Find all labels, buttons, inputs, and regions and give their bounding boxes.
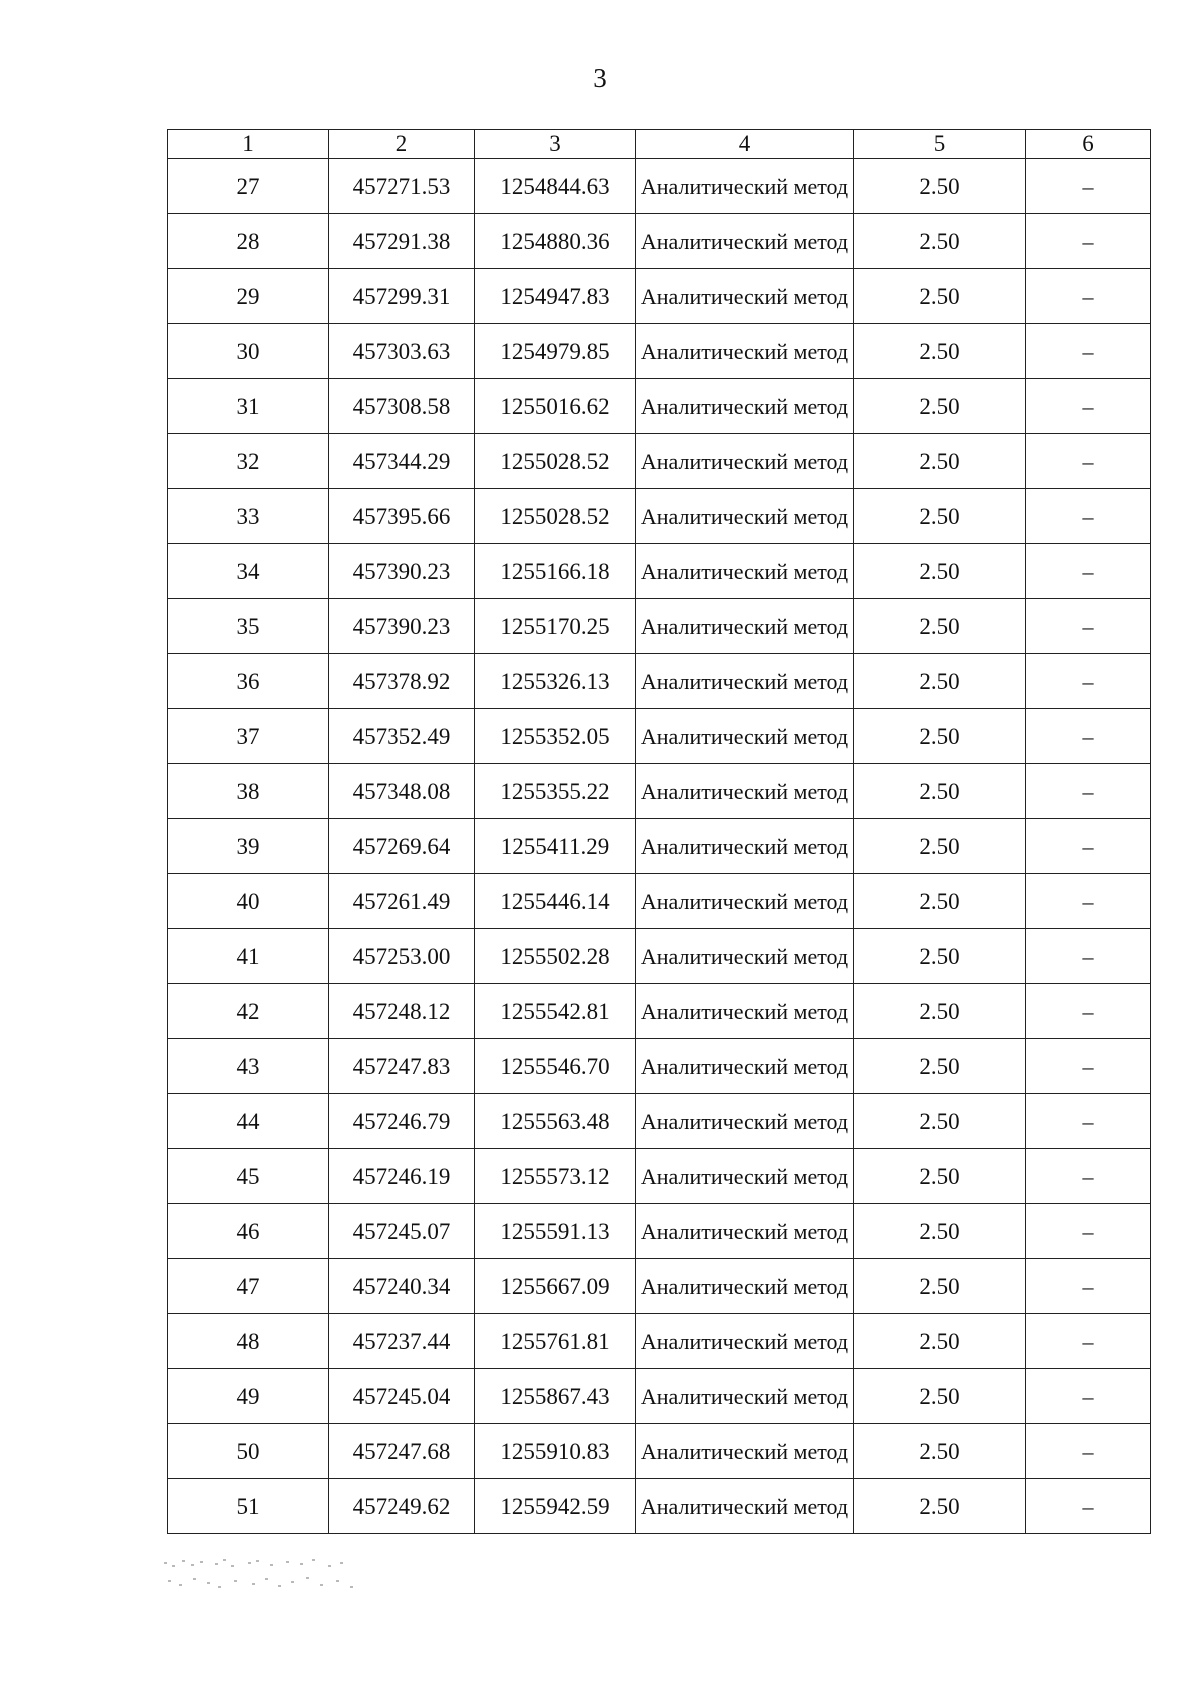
- note-cell: –: [1026, 1204, 1151, 1259]
- table-row: [168, 929, 1151, 984]
- y-coordinate-cell: 1255761.81: [475, 1314, 636, 1369]
- column-header: 2: [329, 130, 475, 159]
- value-cell: 2.50: [854, 709, 1026, 764]
- y-coordinate-cell: 1255591.13: [475, 1204, 636, 1259]
- table-row: [168, 819, 1151, 874]
- value-cell: 2.50: [854, 544, 1026, 599]
- x-coordinate-cell: 457261.49: [329, 874, 475, 929]
- method-cell: Аналитический метод: [636, 1259, 854, 1314]
- table-row: [168, 764, 1151, 819]
- method-cell: Аналитический метод: [636, 214, 854, 269]
- point-number-cell: 35: [168, 599, 329, 654]
- y-coordinate-cell: 1255411.29: [475, 819, 636, 874]
- y-coordinate-cell: 1255355.22: [475, 764, 636, 819]
- note-cell: –: [1026, 434, 1151, 489]
- method-cell: Аналитический метод: [636, 654, 854, 709]
- note-cell: –: [1026, 819, 1151, 874]
- value-cell: 2.50: [854, 214, 1026, 269]
- y-coordinate-cell: 1255546.70: [475, 1039, 636, 1094]
- y-coordinate-cell: 1255502.28: [475, 929, 636, 984]
- y-coordinate-cell: 1255028.52: [475, 434, 636, 489]
- note-cell: –: [1026, 1479, 1151, 1534]
- value-cell: 2.50: [854, 599, 1026, 654]
- note-cell: –: [1026, 929, 1151, 984]
- table-row: [168, 379, 1151, 434]
- method-cell: Аналитический метод: [636, 434, 854, 489]
- table-row: [168, 1369, 1151, 1424]
- value-cell: 2.50: [854, 1479, 1026, 1534]
- table-row: [168, 544, 1151, 599]
- point-number-cell: 43: [168, 1039, 329, 1094]
- table-row: [168, 1424, 1151, 1479]
- value-cell: 2.50: [854, 434, 1026, 489]
- x-coordinate-cell: 457348.08: [329, 764, 475, 819]
- y-coordinate-cell: 1254979.85: [475, 324, 636, 379]
- table-row: [168, 874, 1151, 929]
- y-coordinate-cell: 1254880.36: [475, 214, 636, 269]
- value-cell: 2.50: [854, 489, 1026, 544]
- note-cell: –: [1026, 544, 1151, 599]
- point-number-cell: 48: [168, 1314, 329, 1369]
- method-cell: Аналитический метод: [636, 1039, 854, 1094]
- table-row: [168, 1314, 1151, 1369]
- table-row: [168, 489, 1151, 544]
- table-row: [168, 324, 1151, 379]
- value-cell: 2.50: [854, 1369, 1026, 1424]
- x-coordinate-cell: 457248.12: [329, 984, 475, 1039]
- coordinates-table: [167, 129, 1151, 1534]
- value-cell: 2.50: [854, 379, 1026, 434]
- method-cell: Аналитический метод: [636, 819, 854, 874]
- point-number-cell: 33: [168, 489, 329, 544]
- point-number-cell: 30: [168, 324, 329, 379]
- method-cell: Аналитический метод: [636, 1369, 854, 1424]
- x-coordinate-cell: 457247.68: [329, 1424, 475, 1479]
- note-cell: –: [1026, 654, 1151, 709]
- x-coordinate-cell: 457247.83: [329, 1039, 475, 1094]
- y-coordinate-cell: 1255352.05: [475, 709, 636, 764]
- method-cell: Аналитический метод: [636, 764, 854, 819]
- note-cell: –: [1026, 269, 1151, 324]
- table-row: [168, 159, 1151, 214]
- method-cell: Аналитический метод: [636, 709, 854, 764]
- table-row: [168, 214, 1151, 269]
- x-coordinate-cell: 457240.34: [329, 1259, 475, 1314]
- column-header: 6: [1026, 130, 1151, 159]
- page-number: 3: [593, 63, 607, 93]
- column-header: 5: [854, 130, 1026, 159]
- y-coordinate-cell: 1255942.59: [475, 1479, 636, 1534]
- note-cell: –: [1026, 874, 1151, 929]
- value-cell: 2.50: [854, 1314, 1026, 1369]
- y-coordinate-cell: 1255910.83: [475, 1424, 636, 1479]
- y-coordinate-cell: 1255016.62: [475, 379, 636, 434]
- table-row: [168, 599, 1151, 654]
- y-coordinate-cell: 1255446.14: [475, 874, 636, 929]
- x-coordinate-cell: 457271.53: [329, 159, 475, 214]
- x-coordinate-cell: 457237.44: [329, 1314, 475, 1369]
- y-coordinate-cell: 1255166.18: [475, 544, 636, 599]
- note-cell: –: [1026, 1094, 1151, 1149]
- point-number-cell: 41: [168, 929, 329, 984]
- point-number-cell: 32: [168, 434, 329, 489]
- method-cell: Аналитический метод: [636, 929, 854, 984]
- note-cell: –: [1026, 599, 1151, 654]
- x-coordinate-cell: 457246.79: [329, 1094, 475, 1149]
- point-number-cell: 39: [168, 819, 329, 874]
- note-cell: –: [1026, 159, 1151, 214]
- table-body: [168, 159, 1151, 1534]
- value-cell: 2.50: [854, 159, 1026, 214]
- x-coordinate-cell: 457344.29: [329, 434, 475, 489]
- method-cell: Аналитический метод: [636, 1479, 854, 1534]
- method-cell: Аналитический метод: [636, 1094, 854, 1149]
- note-cell: –: [1026, 1149, 1151, 1204]
- x-coordinate-cell: 457253.00: [329, 929, 475, 984]
- note-cell: –: [1026, 1039, 1151, 1094]
- y-coordinate-cell: 1255542.81: [475, 984, 636, 1039]
- y-coordinate-cell: 1255028.52: [475, 489, 636, 544]
- method-cell: Аналитический метод: [636, 1314, 854, 1369]
- note-cell: –: [1026, 1424, 1151, 1479]
- value-cell: 2.50: [854, 324, 1026, 379]
- y-coordinate-cell: 1255573.12: [475, 1149, 636, 1204]
- y-coordinate-cell: 1254844.63: [475, 159, 636, 214]
- value-cell: 2.50: [854, 654, 1026, 709]
- method-cell: Аналитический метод: [636, 874, 854, 929]
- value-cell: 2.50: [854, 819, 1026, 874]
- x-coordinate-cell: 457352.49: [329, 709, 475, 764]
- method-cell: Аналитический метод: [636, 489, 854, 544]
- value-cell: 2.50: [854, 1259, 1026, 1314]
- y-coordinate-cell: 1255170.25: [475, 599, 636, 654]
- column-header: 3: [475, 130, 636, 159]
- note-cell: –: [1026, 489, 1151, 544]
- y-coordinate-cell: 1254947.83: [475, 269, 636, 324]
- y-coordinate-cell: 1255667.09: [475, 1259, 636, 1314]
- point-number-cell: 31: [168, 379, 329, 434]
- table-row: [168, 654, 1151, 709]
- table-row: [168, 1149, 1151, 1204]
- point-number-cell: 40: [168, 874, 329, 929]
- x-coordinate-cell: 457299.31: [329, 269, 475, 324]
- point-number-cell: 44: [168, 1094, 329, 1149]
- method-cell: Аналитический метод: [636, 379, 854, 434]
- value-cell: 2.50: [854, 269, 1026, 324]
- table-header-row: [168, 130, 1151, 159]
- point-number-cell: 42: [168, 984, 329, 1039]
- x-coordinate-cell: 457378.92: [329, 654, 475, 709]
- x-coordinate-cell: 457390.23: [329, 599, 475, 654]
- method-cell: Аналитический метод: [636, 599, 854, 654]
- point-number-cell: 49: [168, 1369, 329, 1424]
- x-coordinate-cell: 457291.38: [329, 214, 475, 269]
- point-number-cell: 45: [168, 1149, 329, 1204]
- table-row: [168, 1094, 1151, 1149]
- table-row: [168, 1259, 1151, 1314]
- method-cell: Аналитический метод: [636, 1149, 854, 1204]
- table-row: [168, 434, 1151, 489]
- x-coordinate-cell: 457245.04: [329, 1369, 475, 1424]
- table-row: [168, 709, 1151, 764]
- value-cell: 2.50: [854, 1204, 1026, 1259]
- column-header: 1: [168, 130, 329, 159]
- note-cell: –: [1026, 1369, 1151, 1424]
- note-cell: –: [1026, 324, 1151, 379]
- y-coordinate-cell: 1255326.13: [475, 654, 636, 709]
- value-cell: 2.50: [854, 764, 1026, 819]
- method-cell: Аналитический метод: [636, 1424, 854, 1479]
- point-number-cell: 28: [168, 214, 329, 269]
- note-cell: –: [1026, 1259, 1151, 1314]
- x-coordinate-cell: 457246.19: [329, 1149, 475, 1204]
- table-row: [168, 1039, 1151, 1094]
- x-coordinate-cell: 457308.58: [329, 379, 475, 434]
- value-cell: 2.50: [854, 1424, 1026, 1479]
- y-coordinate-cell: 1255563.48: [475, 1094, 636, 1149]
- scan-artifact: [160, 1556, 370, 1596]
- method-cell: Аналитический метод: [636, 544, 854, 599]
- note-cell: –: [1026, 709, 1151, 764]
- note-cell: –: [1026, 214, 1151, 269]
- x-coordinate-cell: 457303.63: [329, 324, 475, 379]
- note-cell: –: [1026, 764, 1151, 819]
- method-cell: Аналитический метод: [636, 159, 854, 214]
- x-coordinate-cell: 457395.66: [329, 489, 475, 544]
- x-coordinate-cell: 457269.64: [329, 819, 475, 874]
- value-cell: 2.50: [854, 1094, 1026, 1149]
- table-row: [168, 269, 1151, 324]
- note-cell: –: [1026, 1314, 1151, 1369]
- value-cell: 2.50: [854, 929, 1026, 984]
- point-number-cell: 38: [168, 764, 329, 819]
- point-number-cell: 46: [168, 1204, 329, 1259]
- note-cell: –: [1026, 984, 1151, 1039]
- y-coordinate-cell: 1255867.43: [475, 1369, 636, 1424]
- method-cell: Аналитический метод: [636, 1204, 854, 1259]
- point-number-cell: 47: [168, 1259, 329, 1314]
- point-number-cell: 37: [168, 709, 329, 764]
- point-number-cell: 50: [168, 1424, 329, 1479]
- note-cell: –: [1026, 379, 1151, 434]
- x-coordinate-cell: 457245.07: [329, 1204, 475, 1259]
- value-cell: 2.50: [854, 1149, 1026, 1204]
- table-row: [168, 1204, 1151, 1259]
- value-cell: 2.50: [854, 1039, 1026, 1094]
- method-cell: Аналитический метод: [636, 269, 854, 324]
- table-row: [168, 1479, 1151, 1534]
- point-number-cell: 27: [168, 159, 329, 214]
- point-number-cell: 51: [168, 1479, 329, 1534]
- point-number-cell: 34: [168, 544, 329, 599]
- x-coordinate-cell: 457390.23: [329, 544, 475, 599]
- value-cell: 2.50: [854, 984, 1026, 1039]
- point-number-cell: 36: [168, 654, 329, 709]
- method-cell: Аналитический метод: [636, 984, 854, 1039]
- column-header: 4: [636, 130, 854, 159]
- method-cell: Аналитический метод: [636, 324, 854, 379]
- value-cell: 2.50: [854, 874, 1026, 929]
- x-coordinate-cell: 457249.62: [329, 1479, 475, 1534]
- table-row: [168, 984, 1151, 1039]
- point-number-cell: 29: [168, 269, 329, 324]
